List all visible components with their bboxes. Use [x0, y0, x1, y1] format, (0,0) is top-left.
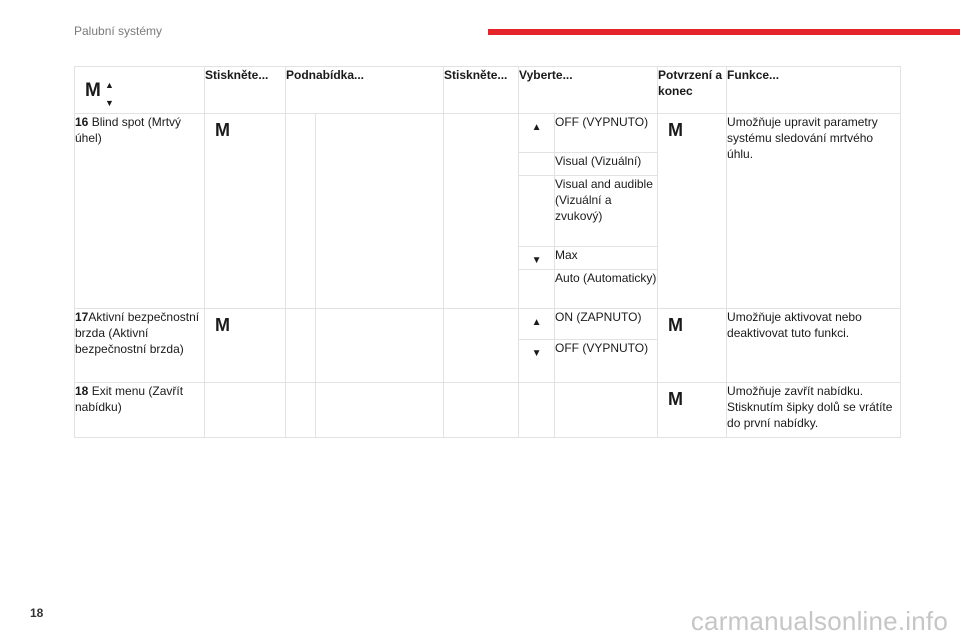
down-arrow-icon: ▼ — [531, 348, 542, 359]
empty-cell — [444, 309, 519, 383]
empty-cell — [444, 114, 519, 309]
page-number: 18 — [30, 606, 44, 620]
row-label: Aktivní bezpečnostní brzda (Aktivní bezpečnostní brzda) — [75, 310, 200, 356]
option-cell: ON (ZAPNUTO) — [555, 309, 658, 340]
empty-cell — [555, 383, 658, 438]
row18-label-cell — [75, 383, 205, 438]
empty-cell — [519, 383, 555, 438]
up-arrow-icon: ▲ — [531, 122, 542, 133]
row16-arrow-cell — [519, 247, 555, 270]
down-arrow-icon: ▼ — [531, 255, 542, 266]
empty-arrow-cell — [519, 153, 555, 176]
option-cell: OFF (VYPNUTO) — [555, 340, 658, 383]
up-arrow-icon: ▲ — [531, 317, 542, 328]
row17-function-cell: Umožňuje aktivovat nebo deaktivovat tuto funkci. — [727, 309, 901, 383]
row17-confirm-cell — [658, 309, 727, 383]
row17-arrow-cell — [519, 309, 555, 340]
row17-press-cell — [205, 309, 286, 383]
menu-button-icon: M — [668, 315, 684, 335]
empty-cell — [316, 309, 444, 383]
empty-cell — [286, 309, 316, 383]
table-row — [75, 114, 901, 153]
page-header-title: Palubní systémy — [74, 24, 163, 38]
row16-function-cell: Umožňuje upravit parametry systému sledování mrtvého úhlu. — [727, 114, 901, 309]
menu-button-icon: M — [215, 315, 230, 335]
row18-confirm-cell — [658, 383, 727, 438]
row17-label-cell — [75, 309, 205, 383]
row-number: 17 — [75, 310, 89, 324]
menu-button-icon: M — [668, 389, 684, 409]
empty-arrow-cell — [519, 270, 555, 309]
option-cell: Visual and audible (Vizuální a zvukový) — [555, 176, 658, 247]
empty-cell — [316, 383, 444, 438]
empty-cell — [286, 114, 316, 309]
empty-cell — [205, 383, 286, 438]
header-submenu: Podnabídka... — [286, 67, 444, 114]
row-label: Blind spot (Mrtvý úhel) — [75, 115, 182, 145]
header-press2: Stiskněte... — [444, 67, 519, 114]
row-number: 18 — [75, 384, 89, 398]
option-cell: OFF (VYPNUTO) — [555, 114, 658, 153]
row16-label-cell — [75, 114, 205, 309]
empty-cell — [444, 383, 519, 438]
row18-function-cell: Umožňuje zavřít nabídku. Stisknutím šipky dolů se vrátíte do první nabídky. — [727, 383, 901, 438]
menu-arrows-icon: M ▲ ▼ — [85, 80, 114, 108]
table-row — [75, 383, 901, 438]
option-cell: Auto (Automaticky) — [555, 270, 658, 309]
header-select: Vyberte... — [519, 67, 658, 114]
header-icon-cell — [75, 67, 205, 114]
header-function: Funkce... — [727, 67, 901, 114]
menu-button-icon: M — [668, 120, 684, 140]
table-header-row — [75, 67, 901, 114]
table-row — [75, 309, 901, 340]
menu-button-icon: M — [215, 120, 230, 140]
empty-arrow-cell — [519, 176, 555, 247]
row16-press-cell — [205, 114, 286, 309]
row-label: Exit menu (Zavřít nabídku) — [75, 384, 184, 414]
header-confirm: Potvrzení a konec — [658, 67, 727, 114]
row16-arrow-cell — [519, 114, 555, 153]
option-cell: Max — [555, 247, 658, 270]
row17-arrow-cell — [519, 340, 555, 383]
header-accent-bar — [488, 29, 960, 35]
watermark: carmanualsonline.info — [690, 606, 948, 636]
row16-confirm-cell — [658, 114, 727, 309]
row-number: 16 — [75, 115, 89, 129]
header-press1: Stiskněte... — [205, 67, 286, 114]
option-cell: Visual (Vizuální) — [555, 153, 658, 176]
empty-cell — [316, 114, 444, 309]
empty-cell — [286, 383, 316, 438]
settings-table — [74, 66, 901, 438]
